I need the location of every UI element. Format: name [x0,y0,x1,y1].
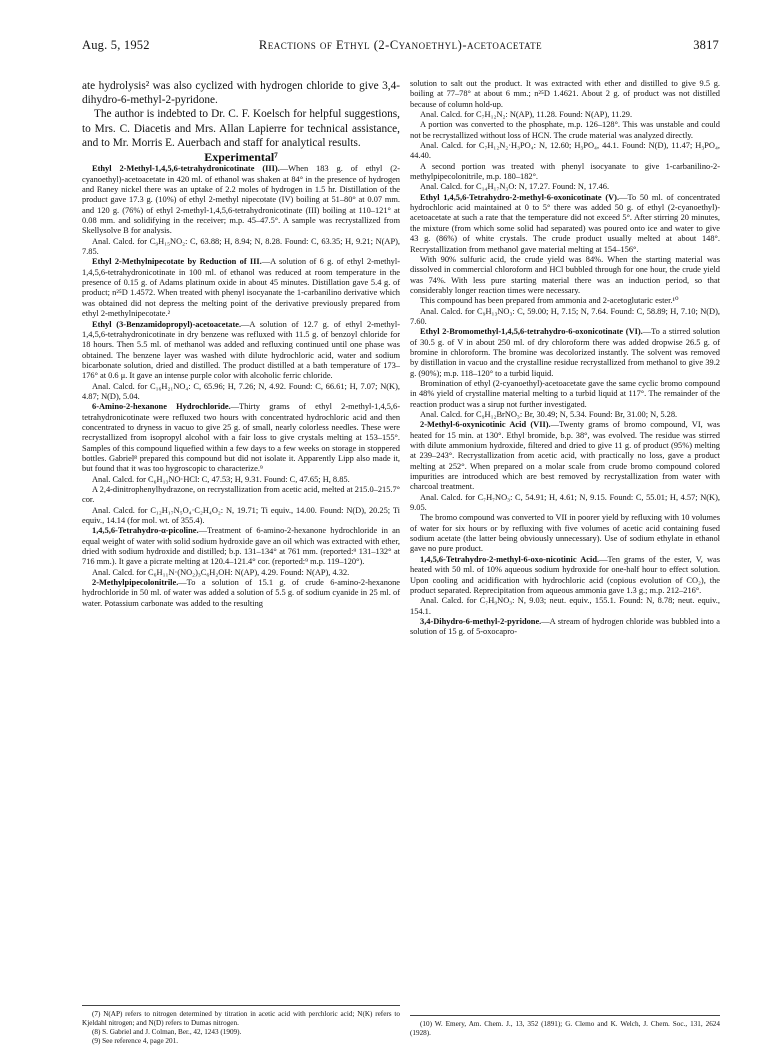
procedure-title: Ethyl 1,4,5,6-Tetrahydro-2-methyl-6-oxonicotinate (V). [420,192,620,202]
analysis-line: Anal. Calcd. for C₁₄H₁₇N₃O: N, 17.27. Found: N, 17.46. [420,182,610,192]
analysis-line: Anal. Calcd. for C₉H₁₂BrNO₃: Br, 30.49; N, 5.34. Found: Br, 31.00; N, 5.28. [420,410,678,419]
procedure-title: 1,4,5,6-Tetrahydro-α-picoline. [92,526,199,536]
body-paragraph: With 90% sulfuric acid, the crude yield was 84%. When the starting material was dissolved in commercial chloroform and HCl bubbled through for one hour, the crude yield was 74%. With less pure starting material there was an induction period, so that considerably longer reaction times were necessary. [410,254,720,295]
analysis-line: Anal. Calcd. for C₇H₁₂N₂·H₃PO₄: N, 12.60; H₃PO₄, 44.1. Found: N(D), 11.47; H₃PO₄, 44.40. [410,141,720,161]
procedure-paragraph: Ethyl 2-Methylnipecotate by Reduction of III.—A solution of 6 g. of ethyl 2-methyl-1,4,5,6-tetrahydronicotinate in 100 ml. of ethanol was reduced at room temperature in the presence of 0.15 g. of Adams platinum oxide in about 45 minutes. Distillation gave 5.4 g. of product; n²⁵D 1.4572. When treated with phenyl isocyanate the 1-carbanilino derivative which was obtained did not depress the melting point of the derivative previously prepared from ethyl 2-methylnipecotate.² [82,257,400,319]
left-footnotes [82,1010,400,1046]
footnote-rule [82,1005,400,1006]
body-paragraph: The bromo compound was converted to VII in poorer yield by refluxing with 10 volumes of water for six hours or by refluxing with five volumes of acetic acid containing fused sodium acetate (the latter being obviously unnecessary). Use of sodium ethylate in ethanol gave no pure product. [410,513,720,554]
analysis-line: Anal. Calcd. for C₁₆H₂₁NO₄: C, 65.96; H, 7.26; N, 4.92. Found: C, 66.61; H, 7.07; N(K), 4.87; N(D), 5.04. [82,381,400,401]
analysis-line: Anal. Calcd. for C₇H₇NO₃: C, 54.91; H, 4.61; N, 9.15. Found: C, 55.01; H, 4.57; N(K), 9.05. [410,492,720,513]
body-paragraph: This compound has been prepared from ammonia and 2-acetoglutaric ester.¹⁰ [420,296,679,306]
procedure-title: 1,4,5,6-Tetrahydro-2-methyl-6-oxo-nicotinic Acid. [420,554,600,564]
procedure-paragraph: 1,4,5,6-Tetrahydro-2-methyl-6-oxo-nicotinic Acid.—Ten grams of the ester, V, was heated with 50 ml. of 10% aqueous sodium hydroxide for one-half hour to effect solution. Upon cooling and acidification with hydrochloric acid (copious evolution of CO₂), the product separated. Reprecipitation from aqueous ammonia gave 1.3 g.; m.p. 212–216°. [410,554,720,595]
header-date: Aug. 5, 1952 [82,38,150,52]
procedure-title: 2-Methyl-6-oxynicotinic Acid (VII). [420,420,551,430]
procedure-paragraph: 1,4,5,6-Tetrahydro-α-picoline.—Treatment of 6-amino-2-hexanone hydrochloride in an equal weight of water with solid sodium hydroxide gave an oil which was extracted with ether, dried with sodium hydroxide and distilled; b.p. 131–134° at 761 mm. (reported:⁹ 131–132° at 716 mm.). It gave a picrate melting at 120.4–121.4° cor. (reported:⁹ m.p. 119–120°). [82,526,400,567]
analysis-line: Anal. Calcd. for C₆H₁₁N·(NO₂)₃C₆H₂OH: N(AP), 4.29. Found: N(AP), 4.32. [92,567,350,577]
left-column [82,79,400,609]
procedure-paragraph: 3,4-Dihydro-6-methyl-2-pyridone.—A stream of hydrogen chloride was bubbled into a solution of 15 g. of 5-oxocapro- [410,616,720,637]
body-paragraph: A 2,4-dinitrophenylhydrazone, on recrystallization from acetic acid, melted at 215.0–215.7° cor. [82,485,401,505]
body-paragraph: solution to salt out the product. It was extracted with ether and distilled to give 9.5 g. boiling at 77–78° at about 6 mm.; n²⁵D 1.4621. About 2 g. of product was not distilled because of column hold-up. [410,79,720,109]
procedure-title: 3,4-Dihydro-6-methyl-2-pyridone. [420,616,542,626]
running-header [82,38,719,56]
analysis-line: Anal. Calcd. for C₁₂H₁₇N₅O₄·C₂H₄O₂: N, 19.71; Ti equiv., 14.00. Found: N(D), 20.25; Ti equiv., 14.14 (for mol. wt. of 355.4). [82,505,400,526]
footnote-8: (8) S. Gabriel and J. Colman, Ber., 42, 1243 (1909). [92,1028,242,1036]
footnote-9: (9) See reference 4, page 201. [92,1037,179,1045]
footnote-7: (7) N(AP) refers to nitrogen determined by titration in acetic acid with perchloric acid; N(K) refers to Kjeldahl nitrogen; and N(D) refers to Dumas nitrogen. [82,1010,400,1027]
right-column [410,79,720,638]
body-paragraph: Bromination of ethyl (2-cyanoethyl)-acetoacetate gave the same cyclic bromo compound in 48% yield of crystalline material melting to a turbid liquid at 117°. The remainder of the reaction product was a sirup not further investigated. [410,378,720,409]
intro-paragraph: ate hydrolysis² was also cyclized with hydrogen chloride to give 3,4-dihydro-6-methyl-2-pyridone. [82,80,400,107]
acknowledgment-paragraph: The author is indebted to Dr. C. F. Koelsch for helpful suggestions, to Mrs. C. Diacetis and Mrs. Allan Lapierre for technical assistance, and to Mr. Morris E. Auerbach and staff for analytical results. [82,108,400,149]
procedure-paragraph: Ethyl 2-Methyl-1,4,5,6-tetrahydronicotinate (III).—When 183 g. of ethyl (2-cyanoethyl)-acetoacetate in 420 ml. of ethanol was shaken at 84° in the presence of hydrogen and Raney nickel there was an uptake of 2.2 moles of hydrogen in 1.5 hr. Distillation of the product gave 17.3 g. (10%) of ethyl 2-methyl nipecotate (IV) boiling at 51–80° at 0.07 mm. and 120 g. (76%) of ethyl 2-methyl-1,4,5,6-tetrahydronicotinate (III) boiling at 110–121° at 0.08 mm. and solidifying in the receiver; m.p. 45–47.5°. A sample was recrystallized from Skellysolve B for analysis. [82,164,400,236]
procedure-title: 2-Methylpipecolonitrile. [92,578,179,588]
procedure-paragraph: 6-Amino-2-hexanone Hydrochloride.—Thirty grams of ethyl 2-methyl-1,4,5,6-tetrahydronicotinate were refluxed two hours with concentrated hydrochloric acid and then concentrated to dryness in vacuo to give 25 g. of small, nearly colorless needles. These were recrystallized from isopropyl alcohol with a fair loss to give crystals melting at 153–155°. Samples of this compound liquefied within a few days to a few weeks on storage in stoppered bottles. Gabriel⁸ prepared this compound but did not isolate it. Apparently Lipp also made it, but found that it was too hygroscopic to characterize.⁹ [82,402,400,474]
procedure-paragraph: Ethyl 2-Bromomethyl-1,4,5,6-tetrahydro-6-oxonicotinate (VI).—To a stirred solution of 30.5 g. of V in about 250 ml. of dry chloroform there was added dropwise 26.5 g. of bromine in chloroform. The bromine was decolorized instantly. The solvent was removed by distillation in vacuo and the crystalline residue recrystallized from methanol to give 39.2 g. (90%); m.p. 118–120° to a turbid liquid. [410,327,720,378]
procedure-paragraph: Ethyl 1,4,5,6-Tetrahydro-2-methyl-6-oxonicotinate (V).—To 50 ml. of concentrated hydrochloric acid maintained at 0 to 5° there was added 50 g. of ethyl (2-cyanoethyl)-acetoacetate at such a rate that the temperature did not exceed 5°. After stirring 20 minutes, the mixture (from which some solid had separated) was poured onto ice and water to give 43 g. (86%) of white crystals. The crude product usually melted at about 148°. Recrystallization from methanol gave material melting at 154–156°. [410,192,720,254]
procedure-title: Ethyl 2-Methylnipecotate by Reduction of III. [92,257,262,267]
experimental-heading: Experimental⁷ [204,150,278,165]
analysis-line: Anal. Calcd. for C₇H₁₂N₂: N(AP), 11.28. Found: N(AP), 11.29. [420,110,633,120]
procedure-title: Ethyl 2-Bromomethyl-1,4,5,6-tetrahydro-6-oxonicotinate (VI). [420,327,643,337]
footnote-rule [410,1015,720,1016]
procedure-title: Ethyl (3-Benzamidopropyl)-acetoacetate. [92,319,242,329]
analysis-line: Anal. Calcd. for C₉H₁₅NO₂: C, 63.88; H, 8.94; N, 8.28. Found: C, 63.35; H, 9.21; N(AP), 7.85. [82,236,400,257]
analysis-line: Anal. Calcd. for C₉H₁₃NO₃: C, 59.00; H, 7.15; N, 7.64. Found: C, 58.89; H, 7.10; N(D), 7.60. [410,306,720,326]
header-title: Reactions of Ethyl (2-Cyanoethyl)-acetoacetate [258,38,543,52]
procedure-title: 6-Amino-2-hexanone Hydrochloride. [92,402,231,412]
footnote-10: (10) W. Emery, Am. Chem. J., 13, 352 (1891); G. Clemo and K. Welch, J. Chem. Soc., 131, 2624 (1928). [410,1020,720,1037]
header-page-number: 3817 [693,38,719,52]
body-paragraph: A portion was converted to the phosphate, m.p. 126–128°. This was unstable and could not be recrystallized without loss of HCN. The crude material was analyzed directly. [410,120,720,140]
analysis-line: Anal. Calcd. for C₆H₁₃NO·HCl: C, 47.53; H, 9.31. Found: C, 47.65; H, 8.85. [92,474,350,484]
procedure-paragraph: 2-Methylpipecolonitrile.—To a solution of 15.1 g. of crude 6-amino-2-hexanone hydrochloride in 50 ml. of water was added a solution of 5.5 g. of sodium cyanide in 25 ml. of water. Potassium carbonate was added to the resulting [82,578,400,608]
right-footnotes [410,1020,720,1038]
procedure-paragraph: Ethyl (3-Benzamidopropyl)-acetoacetate.—A solution of 12.7 g. of ethyl 2-methyl-1,4,5,6-tetrahydronicotinate in dry benzene was refluxed with 11.5 g. of benzoyl chloride for 18 hours. Then 5.5 ml. of methanol was added and refluxing continued until one phase was obtained. The benzene layer was washed with dilute hydrochloric acid, water and sodium bicarbonate solution, dried and distilled. The product distilled at a bath temperature of 173–176° at 0.6 μ. It gave an intense purple color with alcoholic ferric chloride. [82,319,400,381]
body-paragraph: A second portion was treated with phenyl isocyanate to give 1-carbanilino-2-methylpipecolonitrile, m.p. 180–182°. [410,161,720,182]
procedure-paragraph: 2-Methyl-6-oxynicotinic Acid (VII).—Twenty grams of bromo compound, VI, was heated for 15 min. at 130°. Ethyl bromide, b.p. 38°, was evolved. The residue was stirred with dilute ammonium hydroxide, filtered and dried to give 11 g. of product (95%) melting at 239–243°. Recrystallization from acetic acid, with practically no loss, gave a product melting at 252°. When prepared on a molar scale from crude bromo compound colored impurities are introduced which are best removed by recrystallization from water with charcoal treatment. [410,420,720,492]
procedure-title: Ethyl 2-Methyl-1,4,5,6-tetrahydronicotinate (III). [92,164,280,174]
analysis-line: Anal. Calcd. for C₇H₉NO₃: N, 9.03; neut. equiv., 155.1. Found: N, 8.78; neut. equiv., 154.1. [410,596,720,616]
